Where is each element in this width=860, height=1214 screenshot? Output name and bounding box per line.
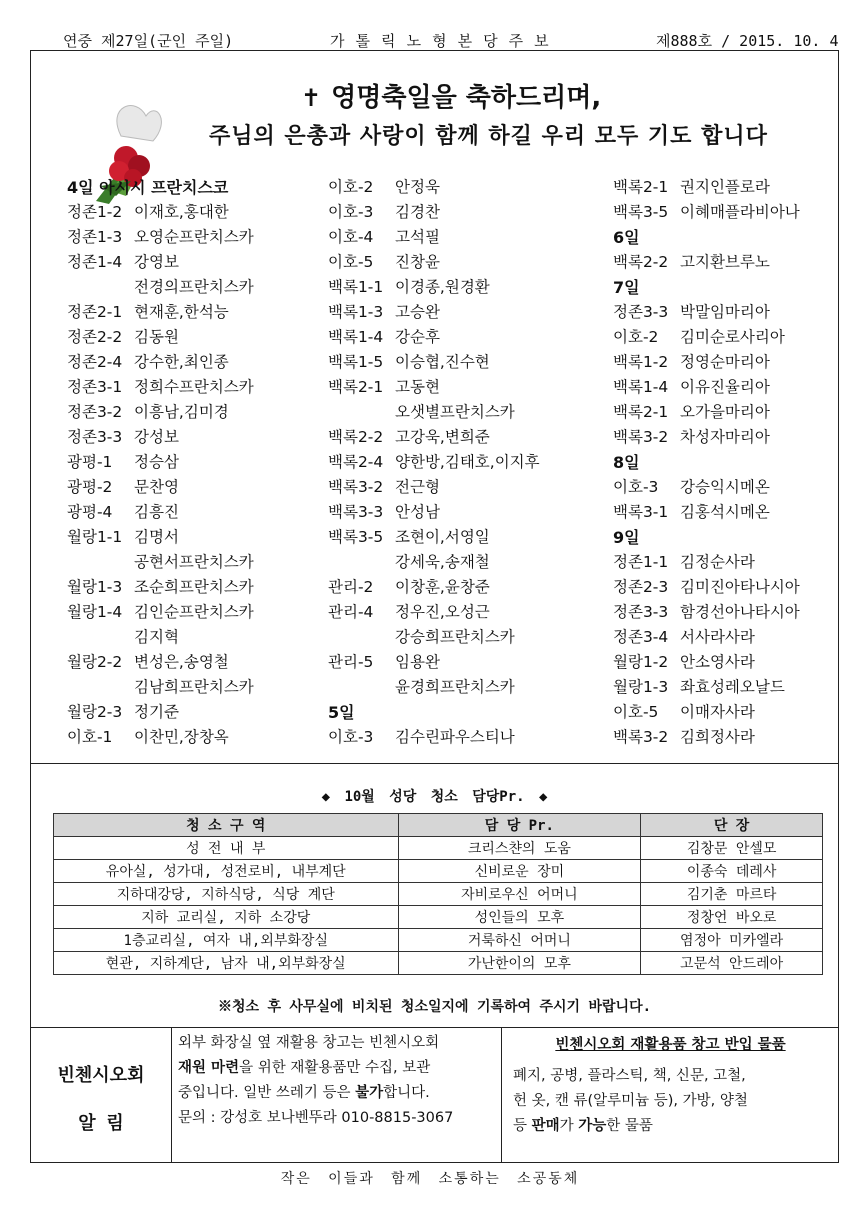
zone-label: 정존3-2 [67,403,123,421]
zone-label: 관리-5 [328,653,374,671]
zone-label: 정존2-3 [613,578,669,596]
list-item [613,475,800,500]
cell-area: 유아실, 성가대, 성전로비, 내부계단 [54,860,399,883]
zone-label: 백록2-4 [328,453,384,471]
zone-label: 백록2-1 [613,403,669,421]
header-leader: 단 장 [641,814,823,837]
recycling-text: 한 물품 [606,1118,653,1134]
list-item [613,725,800,750]
feast-day-heading: 8일 [613,453,640,472]
zone-label: 백록3-2 [613,428,669,446]
zone-label: 월랑1-3 [613,678,669,696]
contact-line: 문의 : 강성호 보나벤뚜라 010-8815-3067 [178,1110,454,1126]
list-item [67,350,254,375]
celebrant-names: 조순희프란치스카 [134,578,254,596]
cross-icon: ✝ [301,84,322,112]
cell-team: 자비로우신 어머니 [398,883,641,906]
celebrant-names: 서사라사라 [680,628,755,646]
cell-team: 신비로운 장미 [398,860,641,883]
celebrant-names: 이찬민,장창옥 [134,728,229,746]
cleaning-section-title: ◆ 10월 성당 청소 담당Pr. ◆ [321,789,548,805]
recycling-line: 헌 옷, 캔 류(알루미늄 등), 가방, 양철 [513,1093,748,1109]
celebrant-names: 김홍석시메온 [680,503,770,521]
page-footer-motto: 작은 이들과 함께 소통하는 소공동체 [280,1171,580,1187]
cell-area: 현관, 지하계단, 남자 내,외부화장실 [54,952,399,975]
list-item [67,325,254,350]
celebrant-names: 이혜매플라비아나 [680,203,800,221]
notice-line [178,1056,495,1081]
celebrant-names: 이유진율리아 [680,378,770,396]
recycling-items [503,1027,838,1162]
zone-label: 월랑1-3 [67,578,123,596]
celebrant-names: 차성자마리아 [680,428,770,446]
list-item [328,275,540,300]
zone-label: 백록3-3 [328,503,384,521]
celebrant-names: 김인순프란치스카 [134,603,254,621]
celebrant-names: 박말임마리아 [680,303,770,321]
celebrant-names: 양한방,김태호,이지후 [395,453,540,471]
zone-label: 백록3-2 [613,728,669,746]
zone-label: 월랑2-3 [67,703,123,721]
cleaning-table-header [54,814,823,837]
zone-label: 이호-2 [328,178,374,196]
zone-label: 광평-2 [67,478,113,496]
list-item [67,375,254,400]
celebrant-names: 강순후 [395,328,440,346]
cell-leader: 이종숙 데레사 [641,860,823,883]
table-row [54,906,823,929]
feast-day-heading: 9일 [613,528,640,547]
list-item [328,600,540,625]
zone-label: 백록3-1 [613,503,669,521]
cell-leader: 정창언 바오로 [641,906,823,929]
list-item [613,375,800,400]
celebrant-names: 김미순로사리아 [680,328,785,346]
list-item [613,650,800,675]
cleaning-note: ※청소 후 사무실에 비치된 청소일지에 기록하여 주시기 바랍니다. [217,999,652,1015]
celebrant-names: 이흥남,김미경 [134,403,229,421]
list-item [613,675,800,700]
name-continuation: 김지혁 [134,628,179,646]
list-item [613,500,800,525]
list-item [613,250,800,275]
celebrant-names: 정기준 [134,703,179,721]
list-item [328,450,540,475]
header-bulletin-name: 가 톨 릭 노 형 본 당 주 보 [330,32,550,50]
list-item [67,650,254,675]
vincent-society-title: 빈첸시오회 [57,1065,145,1086]
zone-label: 월랑1-2 [613,653,669,671]
notice-line [178,1081,495,1106]
notice-text: 을 위한 재활용품만 수집, 보관 [239,1060,431,1076]
header-issue-date: 제888호 / 2015. 10. 4 [656,32,839,50]
celebrant-names: 함경선아나타시아 [680,603,800,621]
list-item [67,250,254,275]
cell-leader: 김창문 안셀모 [641,837,823,860]
name-continuation: 김남희프란치스카 [134,678,254,696]
zone-label: 백록3-5 [328,528,384,546]
table-row [54,860,823,883]
cleaning-table [53,813,823,975]
list-item [67,525,254,550]
celebrant-names: 김흥진 [134,503,179,521]
celebrant-names: 전근형 [395,478,440,496]
cell-team: 크리스챤의 도움 [398,837,641,860]
list-item [328,225,540,250]
zone-label: 백록1-4 [328,328,384,346]
zone-label: 백록2-1 [328,378,384,396]
zone-label: 정존3-3 [67,428,123,446]
celebrant-names: 고승완 [395,303,440,321]
list-item [328,200,540,225]
zone-label: 이호-3 [613,478,659,496]
list-item [328,475,540,500]
celebration-title [301,77,601,114]
name-continuation: 강세욱,송재철 [395,553,490,571]
list-item [328,350,540,375]
cell-team: 가난한이의 모후 [398,952,641,975]
recycling-text: 등 [513,1118,532,1134]
list-item [67,575,254,600]
zone-label: 백록1-2 [613,353,669,371]
celebrant-names: 안성남 [395,503,440,521]
list-item [328,250,540,275]
header-area: 청 소 구 역 [54,814,399,837]
name-continuation: 오샛별프란치스카 [395,403,515,421]
zone-label: 광평-4 [67,503,113,521]
zone-label: 광평-1 [67,453,113,471]
list-item [613,600,800,625]
zone-label: 관리-2 [328,578,374,596]
page-header [60,30,840,52]
zone-label: 이호-2 [613,328,659,346]
celebrant-names: 고강욱,변희준 [395,428,490,446]
celebrant-names: 김동원 [134,328,179,346]
celebrant-names: 강승익시메온 [680,478,770,496]
name-continuation: 윤경희프란치스카 [395,678,515,696]
celebrant-names: 김정순사라 [680,553,755,571]
celebrant-names: 이승협,진수현 [395,353,490,371]
list-item [67,500,254,525]
celebrant-names: 김미진아타나시아 [680,578,800,596]
celebrant-names: 김희정사라 [680,728,755,746]
header-liturgical-day: 연중 제27일(군인 주일) [63,32,234,50]
cell-leader: 염정아 미카엘라 [641,929,823,952]
cell-leader: 김기춘 마르타 [641,883,823,906]
celebrant-names: 문찬영 [134,478,179,496]
celebrant-names: 오가을마리아 [680,403,770,421]
cell-area: 1층교리실, 여자 내,외부화장실 [54,929,399,952]
celebrant-names: 임용완 [395,653,440,671]
zone-label: 백록1-4 [613,378,669,396]
list-item [613,625,800,650]
list-item [613,700,800,725]
list-item [328,575,540,600]
list-item [328,425,540,450]
list-item [328,175,540,200]
celebrant-names: 정영순마리아 [680,353,770,371]
list-item [67,400,254,425]
zone-label: 관리-4 [328,603,374,621]
header-team: 담 당 Pr. [398,814,641,837]
celebrant-names: 이창훈,윤창준 [395,578,490,596]
celebrant-names: 이재호,홍대한 [134,203,229,221]
notice-text: 합니다. [383,1085,430,1101]
cell-team: 거룩하신 어머니 [398,929,641,952]
zone-label: 정존1-2 [67,203,123,221]
notice-emphasis: 재원 마련 [178,1060,240,1076]
zone-label: 이호-5 [613,703,659,721]
list-item [328,500,540,525]
zone-label: 월랑2-2 [67,653,123,671]
zone-label: 정존2-4 [67,353,123,371]
list-item [613,200,800,225]
list-item [613,575,800,600]
list-item [67,600,254,625]
zone-label: 정존3-1 [67,378,123,396]
list-item [613,300,800,325]
section-divider [31,763,838,764]
list-item [613,350,800,375]
celebrant-names: 좌효성레오날드 [680,678,785,696]
list-item [67,475,254,500]
zone-label: 이호-1 [67,728,113,746]
list-item [613,550,800,575]
feast-column-2 [328,175,540,750]
celebrant-names: 이매자사라 [680,703,755,721]
celebrant-names: 이경종,원경환 [395,278,490,296]
cell-team: 성인들의 모후 [398,906,641,929]
zone-label: 월랑1-1 [67,528,123,546]
list-item [67,300,254,325]
bulletin-frame [30,50,839,1163]
list-item [613,425,800,450]
zone-label: 정존2-1 [67,303,123,321]
feast-column-1 [67,175,254,750]
recycling-text: 가 [559,1118,579,1134]
recycling-emphasis: 판매 [531,1118,560,1134]
list-item [328,525,540,550]
celebrant-names: 변성은,송영철 [134,653,229,671]
list-item [328,650,540,675]
list-item [328,375,540,400]
list-item [67,700,254,725]
zone-label: 정존3-4 [613,628,669,646]
name-continuation: 강승희프란치스카 [395,628,515,646]
celebrant-names: 안정욱 [395,178,440,196]
zone-label: 정존1-1 [613,553,669,571]
cell-area: 지하대강당, 지하식당, 식당 계단 [54,883,399,906]
feast-day-heading: 6일 [613,228,640,247]
list-item [67,725,254,750]
list-item [328,725,540,750]
celebrant-names: 김수린파우스티나 [395,728,515,746]
celebrant-names: 고석필 [395,228,440,246]
zone-label: 이호-3 [328,728,374,746]
zone-label: 백록1-3 [328,303,384,321]
vincent-label [31,1027,172,1162]
feast-day-heading: 7일 [613,278,640,297]
list-item [328,300,540,325]
table-row [54,837,823,860]
title-line-1: 영명축일을 축하드리며, [331,83,602,113]
notice-label: 알 림 [78,1113,124,1134]
celebrant-names: 정우진,오성근 [395,603,490,621]
recycling-emphasis: 가능 [578,1118,607,1134]
table-row [54,929,823,952]
celebrant-names: 고지환브루노 [680,253,770,271]
celebrant-names: 안소영사라 [680,653,755,671]
table-row [54,883,823,906]
celebrant-names: 김경찬 [395,203,440,221]
celebrant-names: 진창윤 [395,253,440,271]
notice-line: 외부 화장실 옆 재활용 창고는 빈첸시오회 [178,1035,440,1051]
cell-area: 성 전 내 부 [54,837,399,860]
cell-leader: 고문석 안드레아 [641,952,823,975]
name-continuation: 공현서프란치스카 [134,553,254,571]
list-item [328,325,540,350]
celebrant-names: 현재훈,한석능 [134,303,229,321]
notice-emphasis: 불가 [355,1085,384,1101]
list-item [67,200,254,225]
celebrant-names: 강영보 [134,253,179,271]
notice-text: 중입니다. 일반 쓰레기 등은 [178,1085,356,1101]
feast-day-heading: 4일 아시시 프란치스코 [67,178,229,197]
celebrant-names: 정승삼 [134,453,179,471]
zone-label: 이호-5 [328,253,374,271]
celebrant-names: 고동현 [395,378,440,396]
celebrant-names: 정희수프란치스카 [134,378,254,396]
zone-label: 정존2-2 [67,328,123,346]
celebrant-names: 조현이,서영일 [395,528,490,546]
list-item [613,325,800,350]
recycling-line [513,1114,828,1139]
zone-label: 월랑1-4 [67,603,123,621]
list-item [613,400,800,425]
zone-label: 백록3-5 [613,203,669,221]
zone-label: 정존1-4 [67,253,123,271]
zone-label: 백록3-2 [328,478,384,496]
zone-label: 정존3-3 [613,603,669,621]
recycling-line: 폐지, 공병, 플라스틱, 책, 신문, 고철, [513,1068,746,1084]
zone-label: 백록2-2 [328,428,384,446]
zone-label: 백록2-2 [613,253,669,271]
celebrant-names: 권지인플로라 [680,178,770,196]
celebration-subtitle: 주님의 은총과 사랑이 함께 하길 우리 모두 기도 합니다 [209,124,768,149]
list-item [67,225,254,250]
celebrant-names: 오영순프란치스카 [134,228,254,246]
feast-day-heading: 5일 [328,703,355,722]
celebrant-names: 김명서 [134,528,179,546]
cell-area: 지하 교리실, 지하 소강당 [54,906,399,929]
zone-label: 백록2-1 [613,178,669,196]
recycling-title: 빈첸시오회 재활용품 창고 반입 물품 [555,1037,786,1053]
feast-column-3 [613,175,800,750]
zone-label: 정존1-3 [67,228,123,246]
list-item [67,450,254,475]
table-row [54,952,823,975]
zone-label: 이호-3 [328,203,374,221]
celebrant-names: 강성보 [134,428,179,446]
zone-label: 정존3-3 [613,303,669,321]
name-continuation: 전경의프란치스카 [134,278,254,296]
celebrant-names: 강수한,최인종 [134,353,229,371]
list-item [613,175,800,200]
list-item [67,425,254,450]
vincent-notice-text [172,1027,502,1162]
zone-label: 백록1-5 [328,353,384,371]
zone-label: 이호-4 [328,228,374,246]
zone-label: 백록1-1 [328,278,384,296]
